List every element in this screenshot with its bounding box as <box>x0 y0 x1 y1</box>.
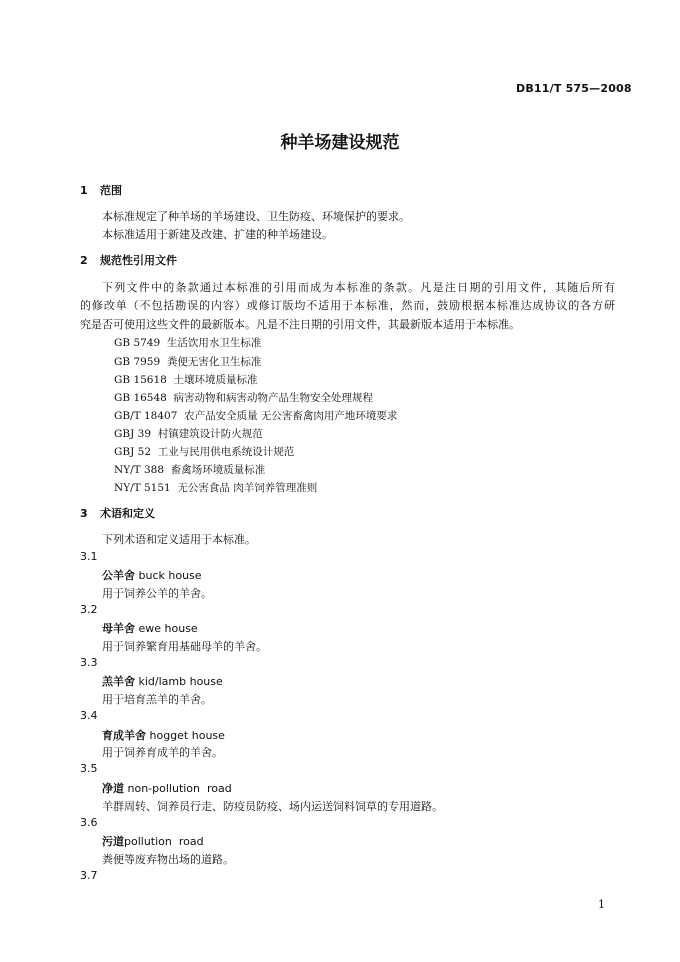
reference-code: GB 5749 <box>114 337 161 349</box>
clause-number: 3.5 <box>80 762 98 775</box>
reference-title: 畜禽场环境质量标准 <box>170 464 266 476</box>
term-chinese: 羔羊舍 <box>102 675 135 688</box>
reference-title: 土壤环境质量标准 <box>173 374 258 386</box>
reference-code: GB/T 18407 <box>114 410 178 422</box>
reference-item <box>114 408 397 423</box>
reference-title: 农产品安全质量 无公害畜禽肉用产地环境要求 <box>184 410 398 422</box>
section-heading <box>80 252 177 268</box>
term-definition: 粪便等废弃物出场的道路。 <box>102 853 234 866</box>
clause-number: 3.7 <box>80 869 98 882</box>
reference-code: GB 7959 <box>114 356 161 368</box>
term-chinese: 污道 <box>102 835 124 848</box>
clause-number: 3.1 <box>80 550 98 563</box>
term-definition: 用于饲养繁育用基础母羊的羊舍。 <box>102 640 267 653</box>
paragraph: 本标准规定了种羊场的羊场建设、卫生防疫、环境保护的要求。 <box>102 210 410 223</box>
reference-code: GB 16548 <box>114 392 167 404</box>
term-entry <box>102 780 232 796</box>
reference-code: GB 15618 <box>114 374 167 386</box>
paragraph-line: 究是否可使用这些文件的最新版本。凡是不注日期的引用文件，其最新版本适用于本标准。 <box>80 318 520 331</box>
term-definition: 用于培育羔羊的羊舍。 <box>102 693 212 706</box>
page-title: 种羊场建设规范 <box>280 133 400 153</box>
reference-title: 工业与民用供电系统设计规范 <box>157 446 295 458</box>
reference-item <box>114 372 258 387</box>
term-definition: 用于饲养育成羊的羊舍。 <box>102 746 223 759</box>
term-chinese: 公羊舍 <box>102 569 135 582</box>
reference-code: NY/T 5151 <box>114 482 171 494</box>
page-number: 1 <box>598 898 605 911</box>
reference-item <box>114 390 373 405</box>
reference-item <box>114 462 265 477</box>
section-number: 1 <box>80 184 88 197</box>
section-title: 术语和定义 <box>100 507 155 520</box>
clause-number: 3.4 <box>80 709 98 722</box>
term-entry <box>102 727 225 743</box>
term-english: hogget house <box>149 729 225 742</box>
reference-item <box>114 480 317 495</box>
paragraph: 本标准适用于新建及改建、扩建的种羊场建设。 <box>102 228 333 241</box>
reference-title: 粪便无害化卫生标准 <box>166 356 262 368</box>
paragraph-line: 的修改单（不包括勘误的内容）或修订版均不适用于本标准，然而，鼓励根据本标准达成协议的各方研 <box>80 299 615 312</box>
term-english: kid/lamb house <box>138 675 223 688</box>
term-chinese: 育成羊舍 <box>102 729 146 742</box>
term-entry <box>102 620 198 636</box>
term-chinese: 母羊舍 <box>102 622 135 635</box>
paragraph: 下列术语和定义适用于本标准。 <box>102 533 256 546</box>
reference-item <box>114 426 263 441</box>
clause-number: 3.6 <box>80 816 98 829</box>
clause-number: 3.3 <box>80 656 98 669</box>
term-chinese: 净道 <box>102 782 124 795</box>
term-entry <box>102 673 223 689</box>
reference-code: GBJ 52 <box>114 446 152 458</box>
term-english: non-pollution road <box>127 782 232 795</box>
reference-title: 生活饮用水卫生标准 <box>166 337 262 349</box>
section-title: 规范性引用文件 <box>100 254 177 267</box>
section-heading <box>80 505 155 521</box>
term-definition: 羊群周转、饲养员行走、防疫员防疫、场内运送饲料饲草的专用道路。 <box>102 800 443 813</box>
term-definition: 用于饲养公羊的羊舍。 <box>102 587 212 600</box>
paragraph-line: 下列文件中的条款通过本标准的引用而成为本标准的条款。凡是注日期的引用文件，其随后所有 <box>102 281 615 294</box>
section-number: 2 <box>80 254 88 267</box>
reference-title: 病害动物和病害动物产品生物安全处理规程 <box>173 392 374 404</box>
reference-code: GBJ 39 <box>114 428 152 440</box>
section-number: 3 <box>80 507 88 520</box>
term-entry <box>102 833 204 849</box>
section-title: 范围 <box>100 184 122 197</box>
term-english: buck house <box>138 569 202 582</box>
term-english: ewe house <box>138 622 198 635</box>
clause-number: 3.2 <box>80 603 98 616</box>
term-english: pollution road <box>124 835 204 848</box>
reference-item <box>114 444 294 459</box>
reference-item <box>114 335 261 350</box>
standard-number: DB11/T 575—2008 <box>516 82 632 95</box>
reference-title: 无公害食品 肉羊饲养管理准则 <box>177 482 318 494</box>
reference-title: 村镇建筑设计防火规范 <box>157 428 263 440</box>
reference-code: NY/T 388 <box>114 464 165 476</box>
term-entry <box>102 567 202 583</box>
section-heading <box>80 182 122 198</box>
reference-item <box>114 354 261 369</box>
